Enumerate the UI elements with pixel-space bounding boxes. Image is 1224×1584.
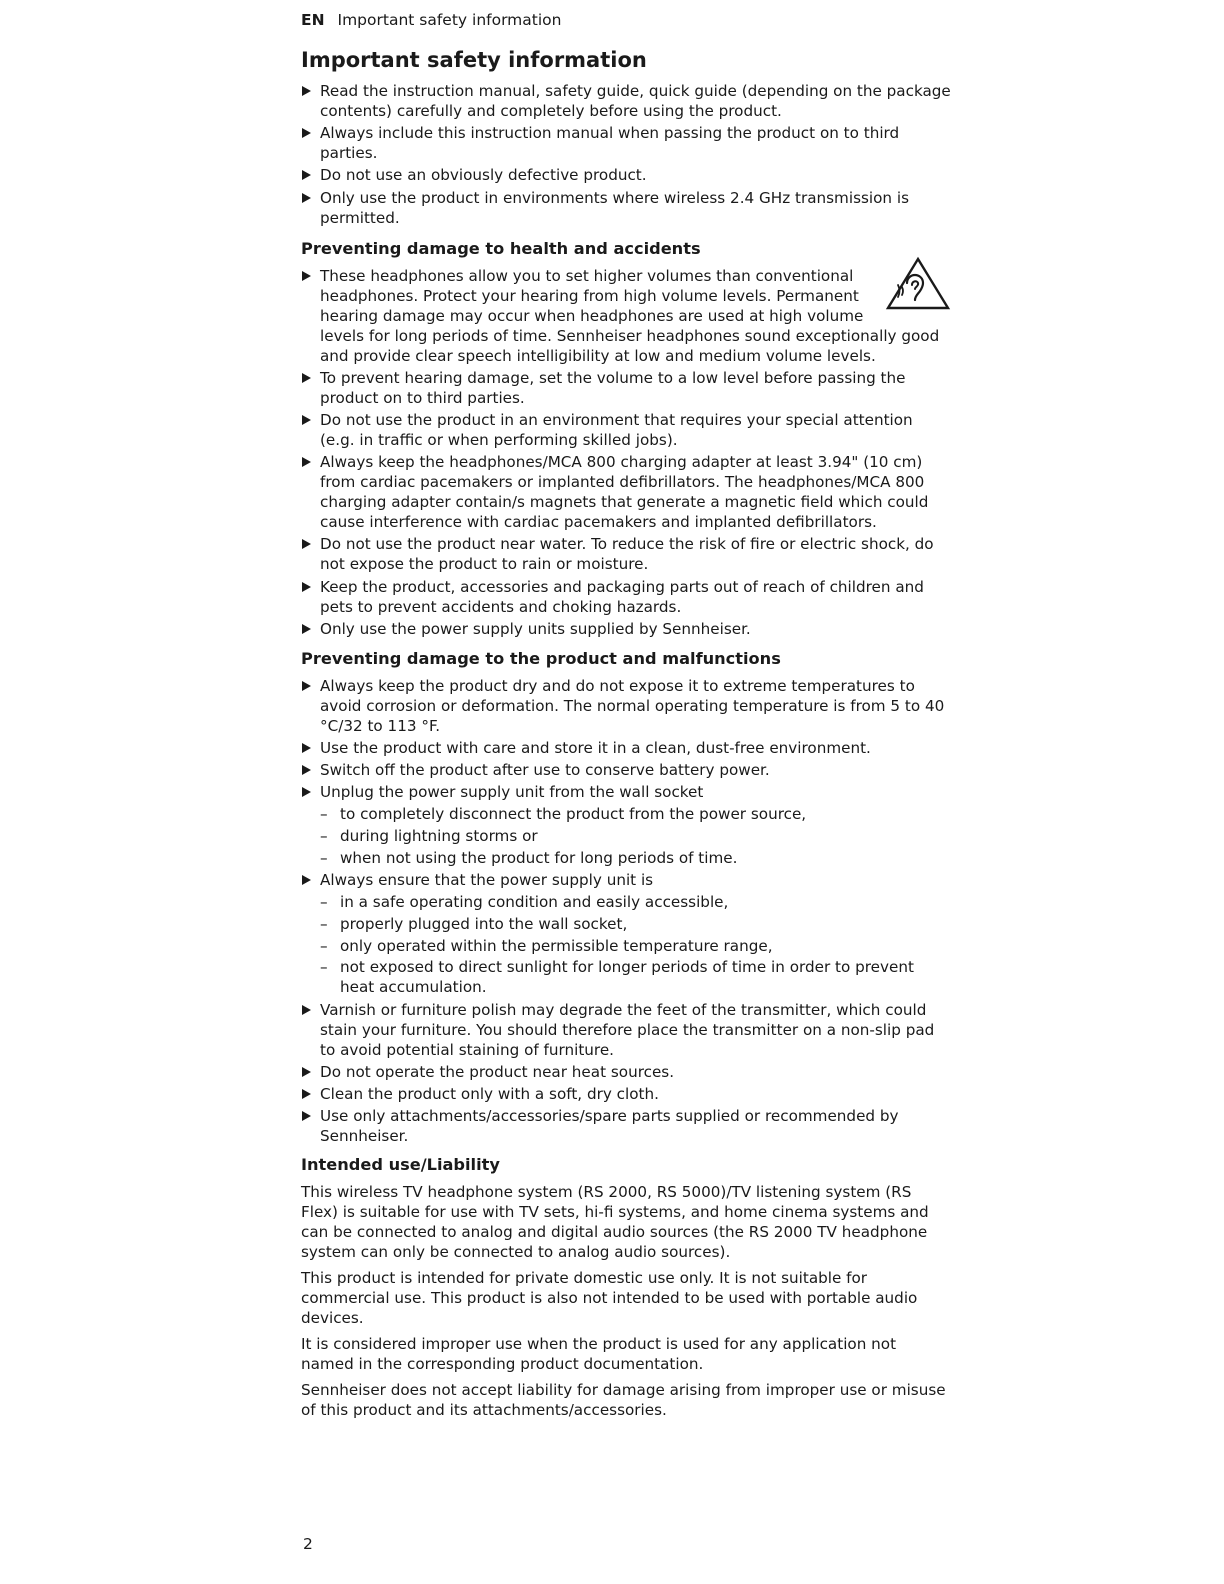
sub-list-item: – when not using the product for long periods of time.	[320, 848, 951, 868]
paragraph: Sennheiser does not accept liability for damage arising from improper use or misuse of this product and its attachments/accessories.	[301, 1381, 946, 1420]
list-item: Only use the power supply units supplied by Sennheiser.	[301, 619, 951, 639]
hearing-warning-icon	[885, 256, 951, 312]
list-item: Use the product with care and store it in a clean, dust-free environment.	[301, 738, 951, 758]
health-list	[301, 266, 951, 639]
document-body	[301, 46, 951, 1426]
sub-list	[320, 804, 951, 868]
intended-use-heading: Intended use/Liability	[301, 1155, 500, 1175]
list-item: Clean the product only with a soft, dry cloth.	[301, 1084, 951, 1104]
health-heading: Preventing damage to health and accidents	[301, 238, 701, 258]
list-item: Always keep the product dry and do not expose it to extreme temperatures to avoid corrosion or deformation. The normal operating temperature is from 5 to 40 °C/32 to 113 °F.	[301, 676, 951, 736]
list-item: Always keep the headphones/MCA 800 charging adapter at least 3.94" (10 cm) from cardiac pacemakers or implanted defibrillators. The headphones/MCA 800 charging adapter contain/s magnets that generate a magnetic field which could cause interference with cardiac pacemakers and implanted defibrillators.	[301, 452, 951, 532]
list-item-text: Always ensure that the power supply unit is	[320, 871, 654, 890]
sub-list-item: – properly plugged into the wall socket,	[320, 914, 951, 934]
page-number: 2	[303, 1535, 313, 1553]
list-item: Varnish or furniture polish may degrade the feet of the transmitter, which could stain your furniture. You should therefore place the transmitter on a non-slip pad to avoid potential staining of furniture.	[301, 1000, 951, 1060]
list-item: Do not operate the product near heat sources.	[301, 1062, 951, 1082]
list-item-text: These headphones allow you to set higher volumes than conventional headphones. Protect your hearing from high volume levels. Permanent hearing damage may occur when headphones are used at high volume levels for long periods of time. Sennheiser headphones sound exceptionally good and provide clear speech intelligibility at low and medium volume levels.	[320, 266, 940, 365]
list-item	[301, 870, 951, 997]
paragraph: This wireless TV headphone system (RS 2000, RS 5000)/TV listening system (RS Flex) is suitable for use with TV sets, hi-fi systems, and home cinema systems and can be connected to analog and digital audio sources (the RS 2000 TV headphone system can only be connected to analog audio sources).	[301, 1183, 929, 1262]
list-item: Always include this instruction manual when passing the product on to third parties.	[301, 123, 951, 163]
running-header	[301, 10, 561, 30]
product-list	[301, 676, 951, 1146]
list-item: Use only attachments/accessories/spare parts supplied or recommended by Sennheiser.	[301, 1106, 951, 1146]
page-title: Important safety information	[301, 48, 647, 72]
product-heading: Preventing damage to the product and malfunctions	[301, 648, 781, 668]
list-item: Do not use the product near water. To reduce the risk of fire or electric shock, do not expose the product to rain or moisture.	[301, 534, 951, 574]
list-item: Switch off the product after use to conserve battery power.	[301, 760, 951, 780]
list-item: Keep the product, accessories and packaging parts out of reach of children and pets to prevent accidents and choking hazards.	[301, 577, 951, 617]
list-item	[301, 266, 951, 366]
sub-list	[320, 892, 951, 997]
list-item: To prevent hearing damage, set the volume to a low level before passing the product on to third parties.	[301, 368, 951, 408]
intended-use-section	[301, 1154, 951, 1420]
language-code: EN	[301, 11, 325, 29]
list-item: Do not use the product in an environment that requires your special attention (e.g. in traffic or when performing skilled jobs).	[301, 410, 951, 450]
header-section-title: Important safety information	[337, 11, 562, 29]
sub-list-item: – in a safe operating condition and easily accessible,	[320, 892, 951, 912]
sub-list-item: – only operated within the permissible temperature range,	[320, 936, 951, 956]
sub-list-item: – to completely disconnect the product from the power source,	[320, 804, 951, 824]
paragraph: This product is intended for private domestic use only. It is not suitable for commercial use. This product is also not intended to be used with portable audio devices.	[301, 1269, 918, 1328]
list-item-text: Unplug the power supply unit from the wall socket	[320, 783, 704, 802]
paragraph: It is considered improper use when the product is used for any application not named in the corresponding product documentation.	[301, 1335, 897, 1374]
intro-list	[301, 81, 951, 228]
sub-list-item: – not exposed to direct sunlight for longer periods of time in order to prevent heat accumulation.	[320, 957, 951, 997]
list-item	[301, 782, 951, 868]
list-item: Read the instruction manual, safety guide, quick guide (depending on the package contents) carefully and completely before using the product.	[301, 81, 951, 121]
sub-list-item: – during lightning storms or	[320, 826, 951, 846]
list-item: Only use the product in environments where wireless 2.4 GHz transmission is permitted.	[301, 188, 951, 228]
list-item: Do not use an obviously defective product.	[301, 165, 951, 185]
